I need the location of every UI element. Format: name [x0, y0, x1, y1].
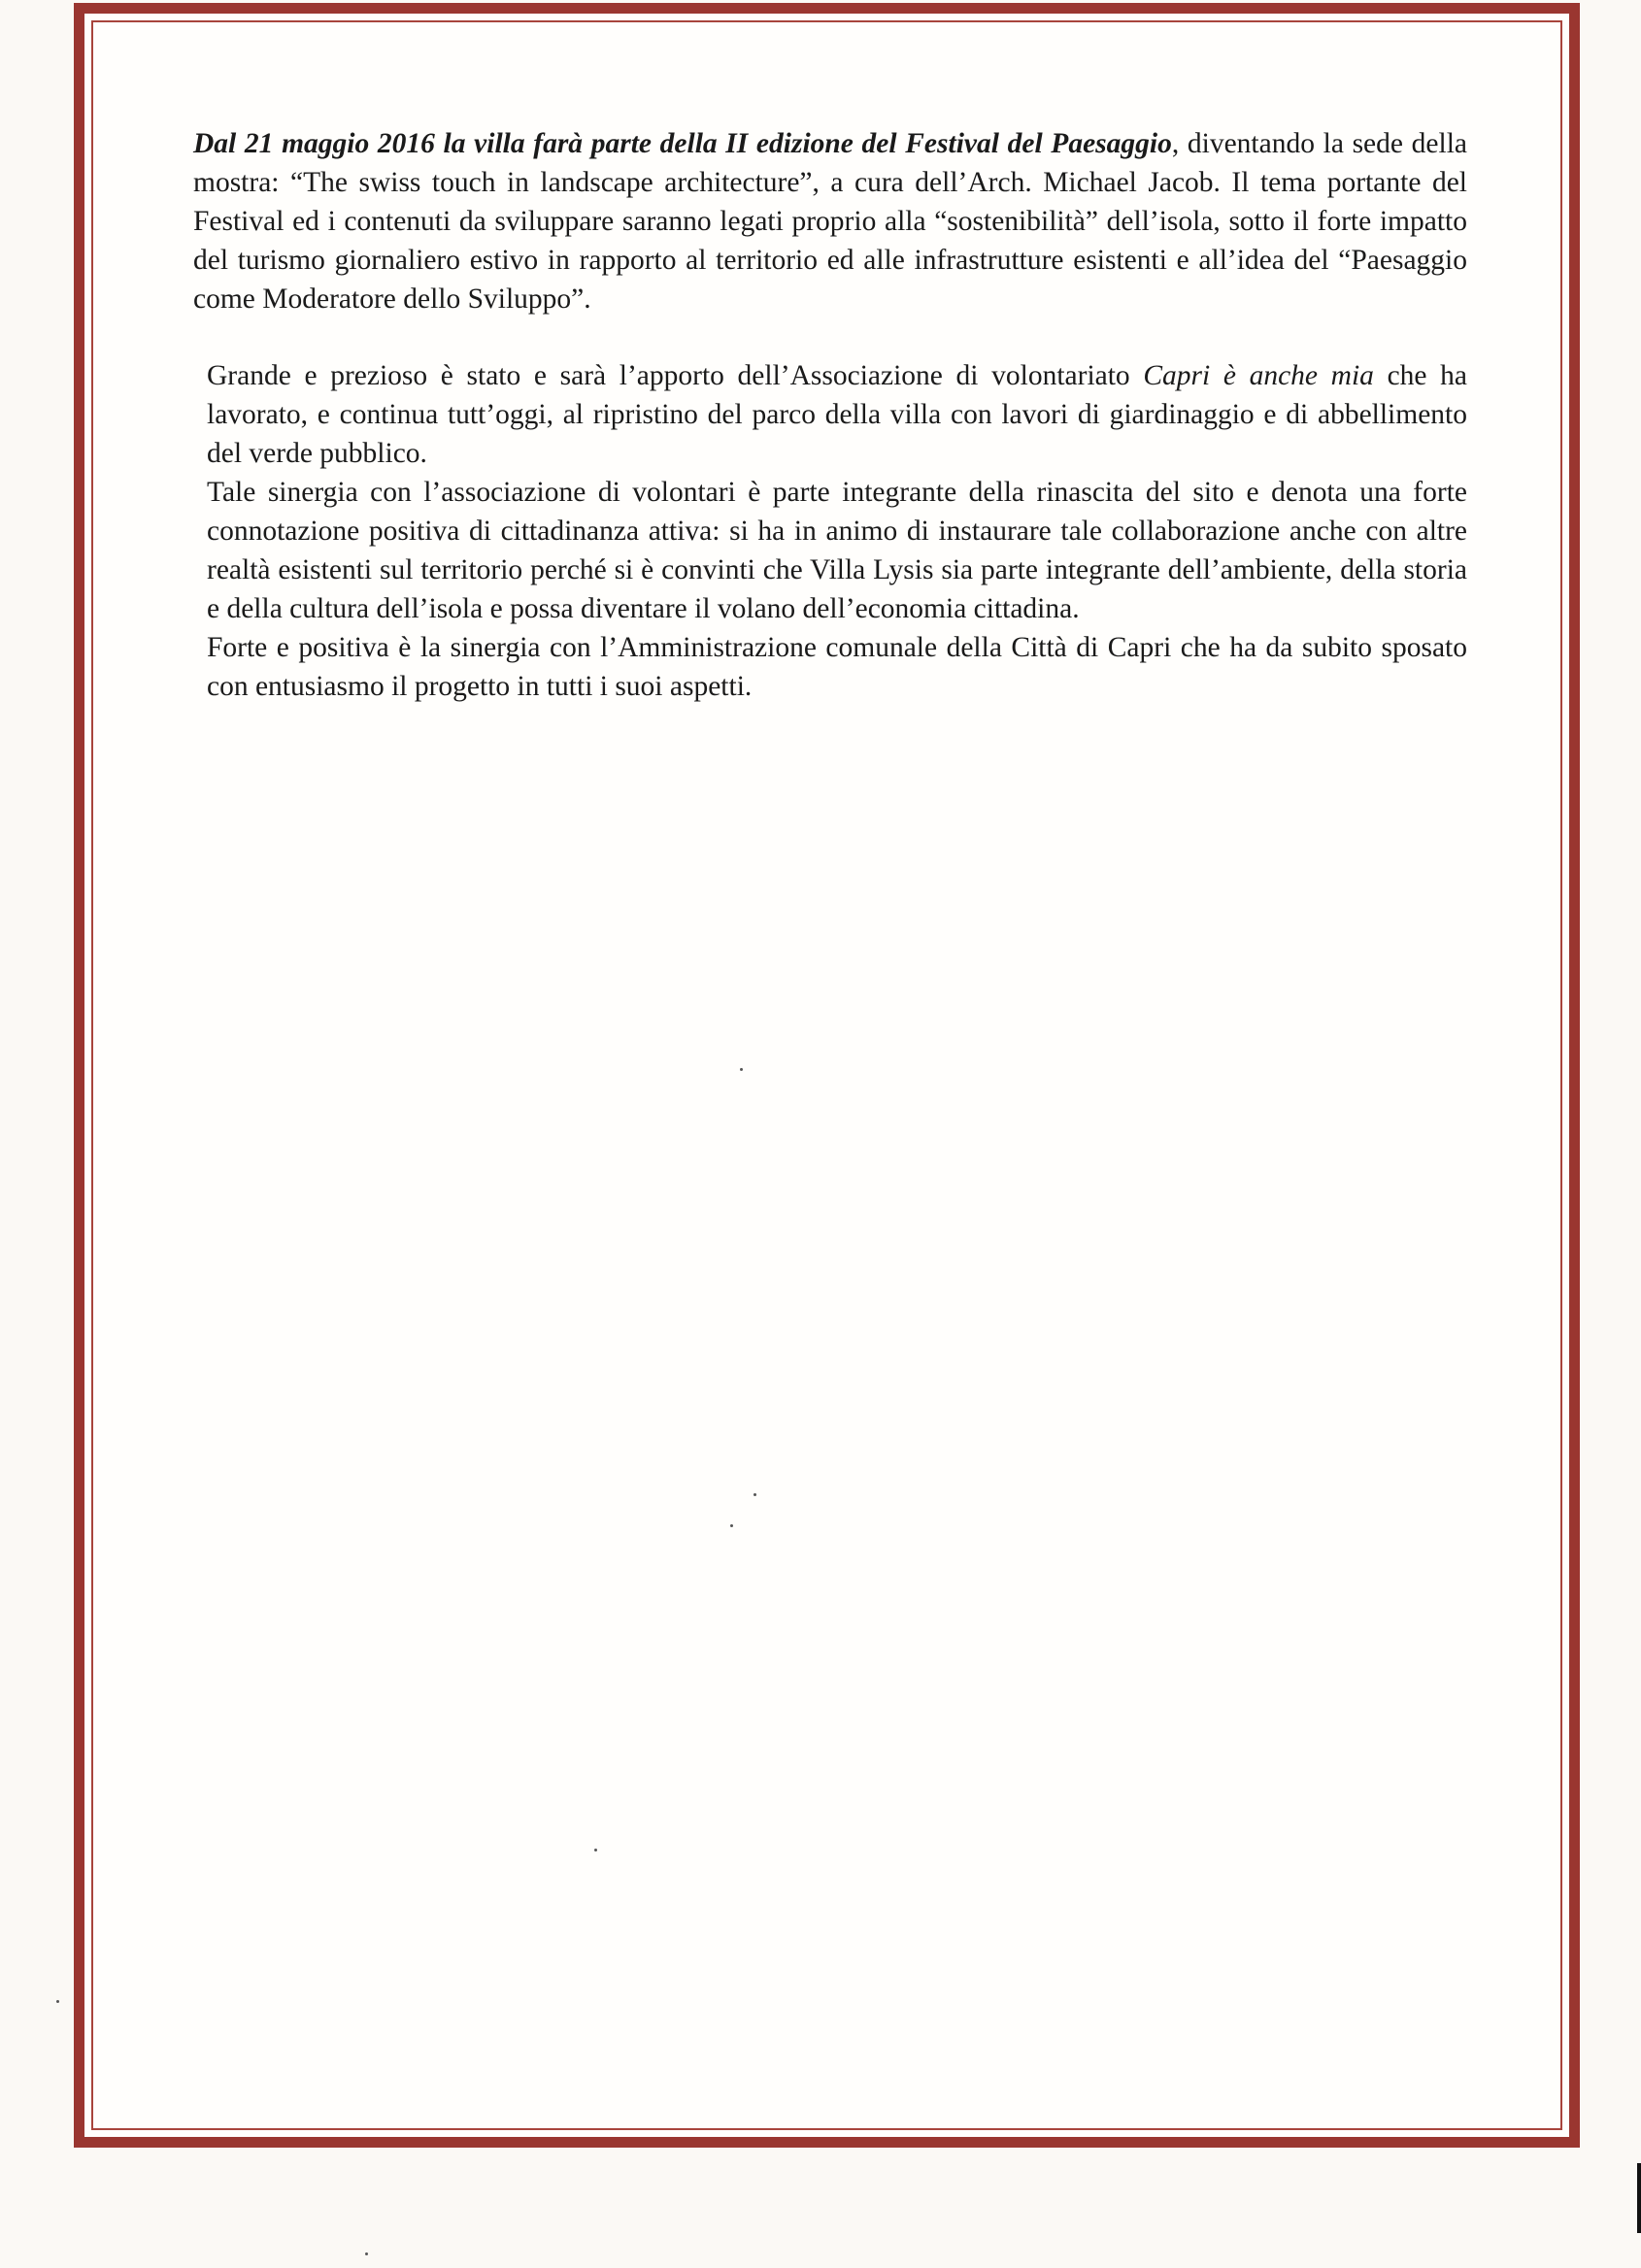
paragraph-group — [193, 356, 1467, 706]
paragraph-synergy: Tale sinergia con l’associazione di volontari è parte integrante della rinascita del sito e denota una forte connotazione positiva di cittadinanza attiva: si ha in animo di instaurare tale collaborazione anche con altre realtà esistenti sul territorio perché si è convinti che Villa Lysis sia parte integrante dell’ambiente, della storia e della cultura dell’isola e possa diventare il volano dell’economia cittadina. — [207, 477, 1467, 624]
paragraph-administration: Forte e positiva è la sinergia con l’Amministrazione comunale della Città di Capri che ha da subito sposato con entusiasmo il progetto in tutti i suoi aspetti. — [207, 632, 1467, 702]
scan-speck — [594, 1849, 597, 1851]
association-text-end: che ha lavorato, e continua tutt’oggi, al ripristino del parco della villa con lavori di giardinaggio e di abbellimento del verde pubblico. — [207, 360, 1468, 469]
scan-speck — [740, 1068, 743, 1071]
festival-text: , diventando la sede della mostra: “The swiss touch in landscape architecture”, a cura dell’Arch. Michael Jacob. Il tema portante del Festival ed i contenuti da sviluppare saranno legati proprio alla “sostenibilità” dell’isola, sotto il forte impatto del turismo giornaliero estivo in rapporto al territorio ed alle infrastrutture esistenti e all’idea del “Paesaggio come Moderatore dello Sviluppo”. — [193, 128, 1467, 315]
scan-speck — [754, 1493, 756, 1496]
document-body — [193, 124, 1467, 706]
association-name: Capri è anche mia — [1143, 360, 1374, 391]
scan-speck — [56, 2000, 59, 2003]
association-text-start: Grande e prezioso è stato e sarà l’apporto dell’Associazione di volontariato — [207, 360, 1144, 391]
scan-speck — [365, 2252, 368, 2255]
scan-edge-mark — [1637, 2163, 1641, 2233]
festival-lead-emphasis: Dal 21 maggio 2016 la villa farà parte della II edizione del Festival del Paesaggio — [193, 128, 1172, 159]
paragraph-festival — [193, 124, 1467, 318]
paragraph-association — [207, 356, 1467, 473]
scan-speck — [730, 1524, 733, 1527]
